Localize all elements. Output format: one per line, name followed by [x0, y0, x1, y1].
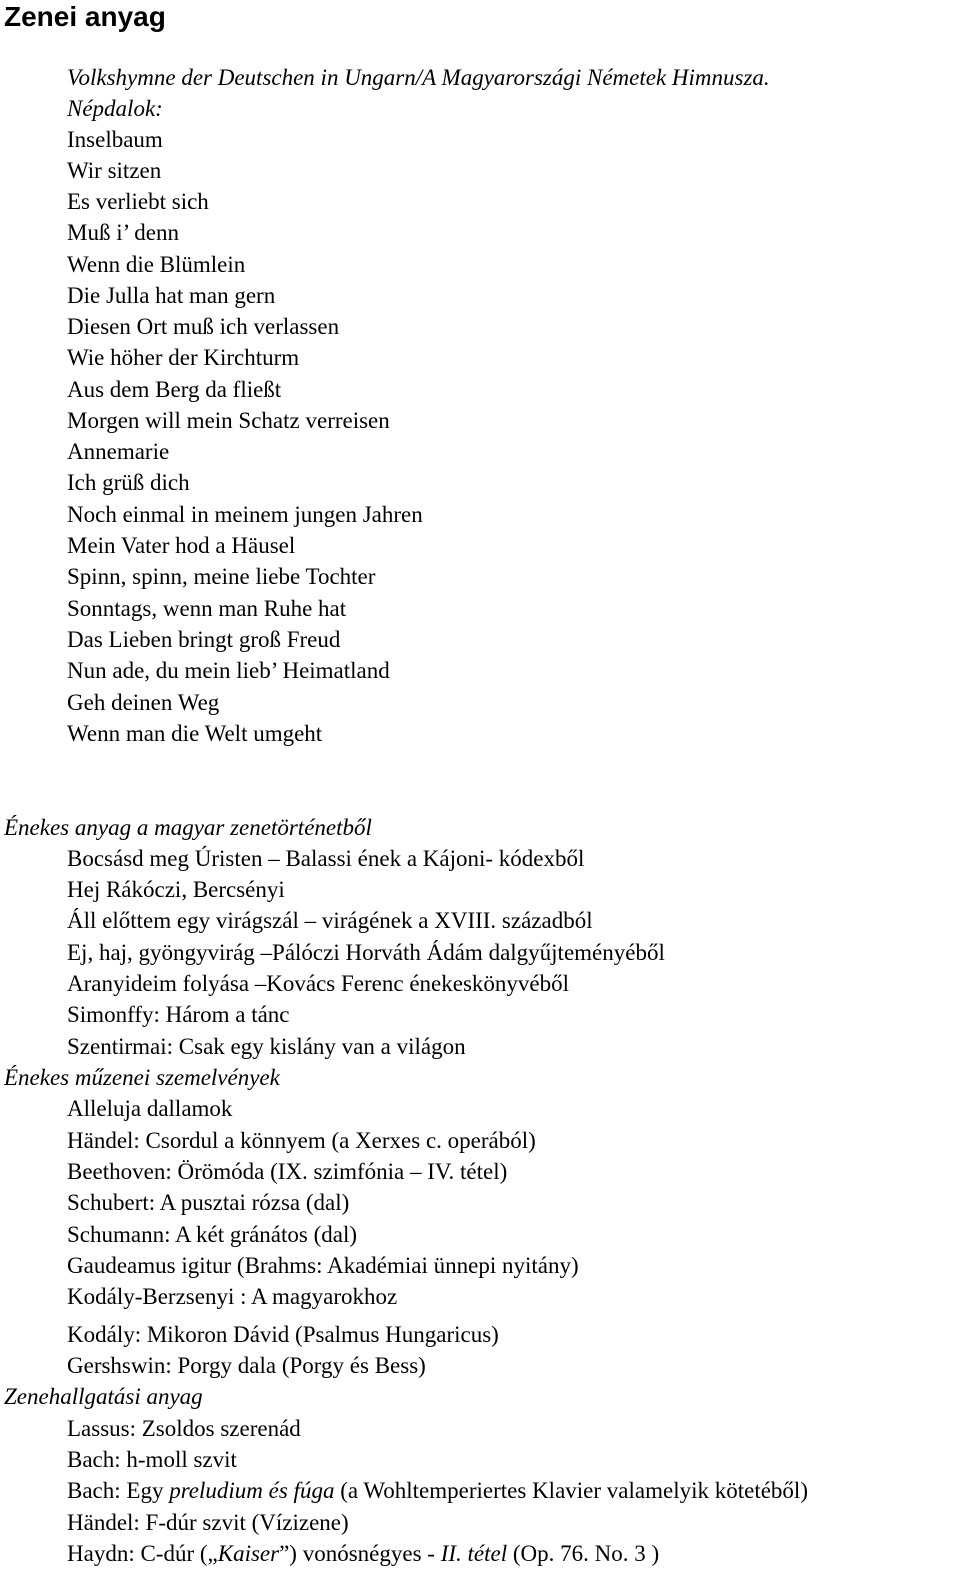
folk-song-item: Aus dem Berg da fließt [67, 377, 282, 402]
art-music-item: Händel: Csordul a könnyem (a Xerxes c. operából) [67, 1128, 536, 1153]
folk-song-item: Ich grüß dich [67, 470, 190, 495]
art-music-item: Kodály-Berzsenyi : A magyarokhoz [67, 1284, 398, 1309]
folk-song-item: Das Lieben bringt groß Freud [67, 627, 341, 652]
listening-text: (Op. 76. No. 3 ) [507, 1541, 660, 1566]
art-music-item: Gershswin: Porgy dala (Porgy és Bess) [67, 1353, 426, 1378]
folk-song-item: Es verliebt sich [67, 189, 209, 214]
listening-text-italic: II. tétel [440, 1541, 508, 1566]
section-heading-art-music: Énekes műzenei szemelvények [4, 1065, 280, 1090]
folk-songs-label: Népdalok: [67, 96, 163, 121]
folk-song-item: Wie höher der Kirchturm [67, 345, 300, 370]
listening-text: (a Wohltemperiertes Klavier valamelyik kötetéből) [334, 1478, 808, 1503]
listening-text: Bach: Egy [67, 1478, 170, 1503]
page-title: Zenei anyag [4, 1, 166, 32]
hungarian-song-item: Áll előttem egy virágszál – virágének a XVIII. századból [67, 908, 593, 933]
listening-item-bach-prelude [67, 1477, 808, 1505]
listening-text: Haydn: C-dúr („ [67, 1541, 218, 1566]
listening-text-italic: preludium és fúga [169, 1478, 335, 1503]
folk-song-item: Wenn man die Welt umgeht [67, 721, 323, 746]
anthem-line: Volkshymne der Deutschen in Ungarn/A Magyarországi Németek Himnusza. [67, 65, 770, 90]
folk-song-item: Nun ade, du mein lieb’ Heimatland [67, 658, 390, 683]
folk-song-item: Mein Vater hod a Häusel [67, 533, 296, 558]
art-music-item: Gaudeamus igitur (Brahms: Akadémiai ünnepi nyitány) [67, 1253, 579, 1278]
folk-song-item: Inselbaum [67, 127, 163, 152]
hungarian-song-item: Ej, haj, gyöngyvirág –Pálóczi Horváth Ádám dalgyűjteményéből [67, 940, 665, 965]
section-heading-hungarian: Énekes anyag a magyar zenetörténetből [4, 815, 372, 840]
folk-song-item: Spinn, spinn, meine liebe Tochter [67, 564, 376, 589]
folk-song-item: Morgen will mein Schatz verreisen [67, 408, 390, 433]
hungarian-song-item: Szentirmai: Csak egy kislány van a világon [67, 1034, 466, 1059]
folk-song-item: Geh deinen Weg [67, 690, 220, 715]
folk-song-item: Diesen Ort muß ich verlassen [67, 314, 340, 339]
listening-text: ”) vonósnégyes - [279, 1541, 441, 1566]
folk-song-item: Muß i’ denn [67, 220, 180, 245]
art-music-item: Kodály: Mikoron Dávid (Psalmus Hungaricus) [67, 1322, 499, 1347]
hungarian-song-item: Bocsásd meg Úristen – Balassi ének a Kájoni- kódexből [67, 846, 585, 871]
listening-item: Bach: h-moll szvit [67, 1447, 237, 1472]
section-heading-listening: Zenehallgatási anyag [4, 1384, 203, 1409]
listening-item: Händel: F-dúr szvit (Vízizene) [67, 1510, 349, 1535]
folk-song-item: Wir sitzen [67, 158, 162, 183]
hungarian-song-item: Aranyideim folyása –Kovács Ferenc énekeskönyvéből [67, 971, 570, 996]
listening-item-haydn [67, 1540, 659, 1568]
folk-song-item: Die Julla hat man gern [67, 283, 276, 308]
folk-song-item: Annemarie [67, 439, 170, 464]
folk-song-item: Wenn die Blümlein [67, 252, 246, 277]
folk-song-item: Sonntags, wenn man Ruhe hat [67, 596, 347, 621]
art-music-item: Beethoven: Örömóda (IX. szimfónia – IV. tétel) [67, 1159, 508, 1184]
folk-song-item: Noch einmal in meinem jungen Jahren [67, 502, 423, 527]
hungarian-song-item: Hej Rákóczi, Bercsényi [67, 877, 285, 902]
art-music-item: Alleluja dallamok [67, 1096, 233, 1121]
listening-text-italic: Kaiser [217, 1541, 280, 1566]
listening-item: Lassus: Zsoldos szerenád [67, 1416, 301, 1441]
hungarian-song-item: Simonffy: Három a tánc [67, 1002, 290, 1027]
art-music-item: Schubert: A pusztai rózsa (dal) [67, 1190, 350, 1215]
art-music-item: Schumann: A két gránátos (dal) [67, 1222, 357, 1247]
